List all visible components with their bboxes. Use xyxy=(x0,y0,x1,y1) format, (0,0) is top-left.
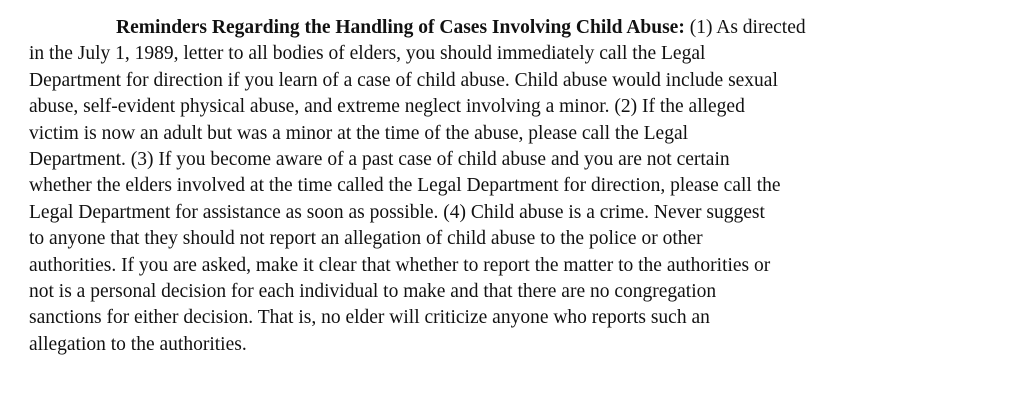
paragraph-line-6: Department. (3) If you become aware of a past case of child abuse and you are not certain xyxy=(29,149,730,171)
paragraph-line-10: authorities. If you are asked, make it clear that whether to report the matter to the authorities or xyxy=(29,254,771,276)
paragraph-line-1 xyxy=(29,15,1004,41)
paragraph-line-8: Legal Department for assistance as soon as possible. (4) Child abuse is a crime. Never suggest xyxy=(29,201,765,223)
paragraph-line-13: allegation to the authorities. xyxy=(29,333,247,355)
section-heading: Reminders Regarding the Handling of Cases Involving Child Abuse: xyxy=(116,17,685,38)
paragraph-line-3: Department for direction if you learn of a case of child abuse. Child abuse would include sexual xyxy=(29,69,778,91)
paragraph-line-7: whether the elders involved at the time called the Legal Department for direction, please call the xyxy=(29,175,781,197)
document-body xyxy=(29,15,1004,358)
paragraph-line-12: sanctions for either decision. That is, no elder will criticize anyone who reports such an xyxy=(29,307,710,329)
paragraph-line-2: in the July 1, 1989, letter to all bodies of elders, you should immediately call the Legal xyxy=(29,43,706,65)
paragraph-line-4: abuse, self-evident physical abuse, and extreme neglect involving a minor. (2) If the alleged xyxy=(29,96,745,118)
paragraph-line-5: victim is now an adult but was a minor at the time of the abuse, please call the Legal xyxy=(29,122,689,144)
paragraph-text: (1) As directed xyxy=(684,17,806,38)
paragraph-line-11: not is a personal decision for each individual to make and that there are no congregation xyxy=(29,281,717,303)
paragraph-line-9: to anyone that they should not report an allegation of child abuse to the police or other xyxy=(29,228,703,250)
